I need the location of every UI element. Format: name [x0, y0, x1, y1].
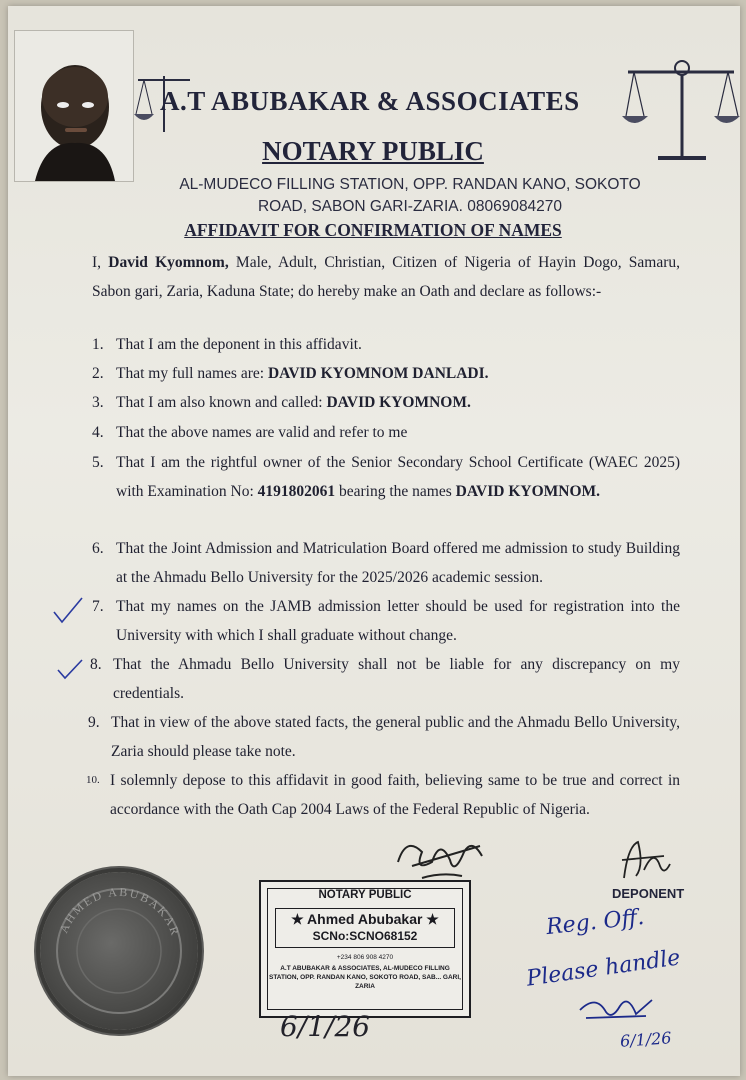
seal-text: AHMED ABUBAKAR: [56, 884, 183, 939]
clause-text: That the Ahmadu Bello University shall not be liable for any discrepancy on my credentials.: [113, 656, 680, 702]
handwritten-note-date: 6/1/26: [619, 1028, 673, 1051]
firm-name: A.T ABUBAKAR & ASSOCIATES: [160, 86, 580, 116]
handwritten-initials: [576, 990, 656, 1024]
notary-signature: [392, 832, 488, 884]
affidavit-title: AFFIDAVIT FOR CONFIRMATION OF NAMES: [184, 220, 562, 240]
clause-number: 8.: [90, 656, 102, 673]
address-line-1: AL-MUDECO FILLING STATION, OPP. RANDAN KANO, SOKOTO: [179, 176, 641, 193]
stamp-address: A.T ABUBAKAR & ASSOCIATES, AL-MUDECO FILLING STATION, OPP. RANDAN KANO, SOKOTO ROAD, SAB... GARI, ZARIA: [268, 965, 461, 990]
stamp-phone: +234 806 908 4270: [336, 954, 394, 961]
clause-number: 9.: [88, 714, 100, 731]
stamp-name-text: Ahmed Abubakar: [307, 911, 423, 927]
affidavit-intro: I, David Kyomnom, Male, Adult, Christian, Citizen of Nigeria of Hayin Dogo, Samaru, Sabon gari, Zaria, Kaduna State; do hereby make an Oath and declare as follows:-: [92, 254, 680, 300]
clause-text: That I am the deponent in this affidavit.: [116, 336, 362, 353]
stamp-sc-number: SCNo:SCNO68152: [312, 929, 418, 943]
check-mark-icon: [52, 596, 84, 624]
deponent-name: David Kyomnom,: [108, 254, 229, 271]
notary-seal: [40, 872, 198, 1030]
stamp-heading: NOTARY PUBLIC: [318, 889, 412, 901]
clause-text: That my full names are: DAVID KYOMNOM DANLADI.: [116, 365, 489, 382]
stamp-name-box: [275, 908, 455, 948]
deponent-label: DEPONENT: [612, 886, 685, 901]
address-line-2: ROAD, SABON GARI-ZARIA. 08069084270: [257, 198, 563, 215]
clause-number: 1.: [92, 336, 104, 353]
clause-text: I solemnly depose to this affidavit in good faith, believing same to be true and correct in accordance with the Oath Cap 2004 Laws of the Federal Republic of Nigeria.: [110, 772, 680, 818]
handwritten-note-line2: Please handle: [525, 945, 682, 992]
clause-text: That I am also known and called: DAVID KYOMNOM.: [116, 394, 471, 411]
clause-number: 5.: [92, 454, 104, 471]
firm-address: [140, 174, 680, 218]
clause-number: 7.: [92, 598, 104, 615]
deponent-signature: [614, 836, 674, 886]
stamp-name: ★ Ahmed Abubakar ★: [291, 911, 439, 927]
exam-number: 4191802061: [257, 483, 336, 500]
clause-name: DAVID KYOMNOM.: [326, 394, 471, 411]
clause-text: That I am the rightful owner of the Senior Secondary School Certificate (WAEC 2025) with Examination No: 4191802061 bearing the names DAVID KYOMNOM.: [116, 454, 680, 500]
clause-text: That my names on the JAMB admission letter should be used for registration into the University with which I shall graduate without change.: [116, 598, 680, 644]
handwritten-note-line1: Reg. Off.: [544, 904, 646, 941]
check-mark-icon: [56, 658, 84, 680]
clause-text: That in view of the above stated facts, the general public and the Ahmadu Bello University, Zaria should please take note.: [111, 714, 680, 760]
stamp-date-handwritten: 6/1/26: [280, 1010, 371, 1043]
clause-number: 2.: [92, 365, 104, 382]
clause-name: DAVID KYOMNOM DANLADI.: [267, 365, 489, 382]
clause-text: That the above names are valid and refer to me: [116, 424, 408, 441]
clause-text: That the Joint Admission and Matriculation Board offered me admission to study Building at the Ahmadu Bello University for the 2025/2026 academic session.: [116, 540, 680, 586]
notary-stamp: [259, 880, 471, 1018]
office-title: NOTARY PUBLIC: [262, 136, 484, 166]
clause-name: DAVID KYOMNOM.: [455, 483, 601, 500]
clause-number: 10.: [86, 774, 100, 786]
clause-number: 3.: [92, 394, 104, 411]
svg-text:AHMED ABUBAKAR: [56, 885, 183, 939]
clause-number: 4.: [92, 424, 104, 441]
clause-number: 6.: [92, 540, 104, 557]
